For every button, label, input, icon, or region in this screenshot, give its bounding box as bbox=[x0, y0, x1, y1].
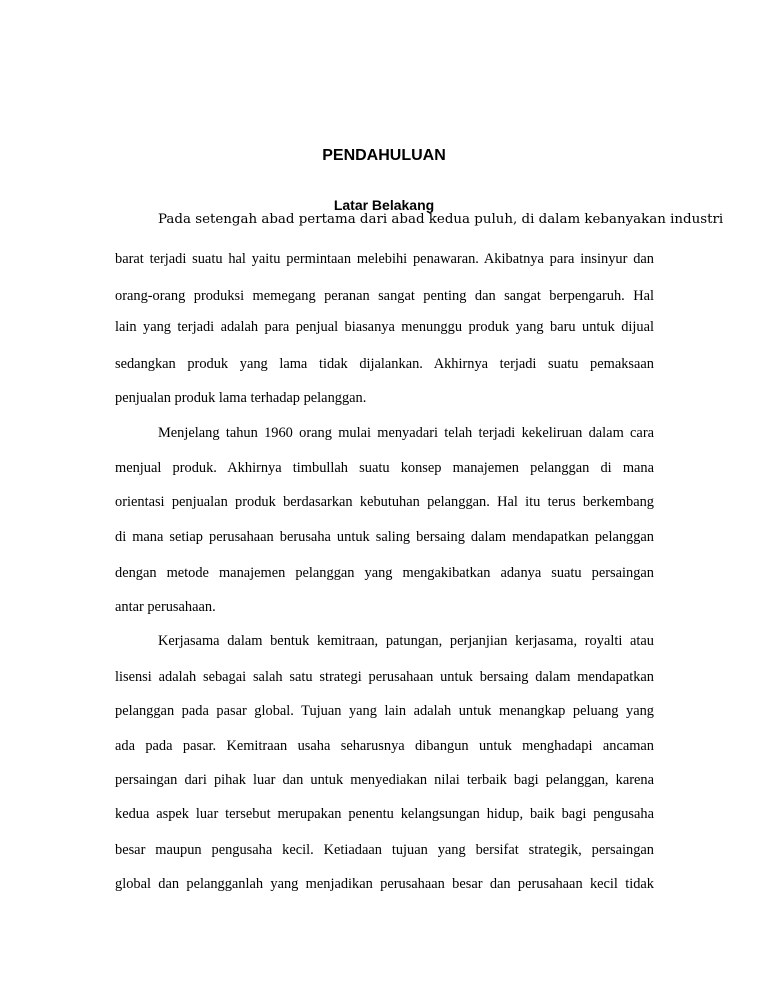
paragraph-3-line-3: pelanggan pada pasar global. Tujuan yang lain adalah untuk menangkap peluang yang bbox=[115, 703, 654, 719]
paragraph-2-line-4: di mana setiap perusahaan berusaha untuk saling bersaing dalam mendapatkan pelanggan bbox=[115, 529, 654, 545]
paragraph-3-line-1: Kerjasama dalam bentuk kemitraan, patungan, perjanjian kerjasama, royalti atau bbox=[158, 633, 654, 649]
paragraph-1-line-1: Pada setengah abad pertama dari abad kedua puluh, di dalam kebanyakan industri bbox=[158, 212, 724, 227]
paragraph-3-line-4: ada pada pasar. Kemitraan usaha seharusnya dibangun untuk menghadapi ancaman bbox=[115, 738, 654, 754]
paragraph-3-line-5: persaingan dari pihak luar dan untuk menyediakan nilai terbaik bagi pelanggan, karena bbox=[115, 772, 654, 788]
paragraph-1-line-6: penjualan produk lama terhadap pelanggan. bbox=[115, 390, 367, 406]
paragraph-2-line-5: dengan metode manajemen pelanggan yang mengakibatkan adanya suatu persaingan bbox=[115, 565, 654, 581]
paragraph-3-line-6: kedua aspek luar tersebut merupakan penentu kelangsungan hidup, baik bagi pengusaha bbox=[115, 806, 654, 822]
paragraph-2-line-1: Menjelang tahun 1960 orang mulai menyadari telah terjadi kekeliruan dalam cara bbox=[158, 425, 654, 441]
section-heading: Latar Belakang bbox=[333, 197, 435, 213]
paragraph-1-line-4: lain yang terjadi adalah para penjual biasanya menunggu produk yang baru untuk dijual bbox=[115, 319, 654, 335]
paragraph-1-line-5: sedangkan produk yang lama tidak dijalankan. Akhirnya terjadi suatu pemaksaan bbox=[115, 356, 654, 372]
document-title: PENDAHULUAN bbox=[322, 147, 446, 164]
paragraph-3-line-7: besar maupun pengusaha kecil. Ketiadaan tujuan yang bersifat strategik, persaingan bbox=[115, 842, 654, 858]
paragraph-2-line-6: antar perusahaan. bbox=[115, 599, 216, 615]
paragraph-1-line-3: orang-orang produksi memegang peranan sangat penting dan sangat berpengaruh. Hal bbox=[115, 288, 654, 304]
paragraph-3-line-8: global dan pelangganlah yang menjadikan perusahaan besar dan perusahaan kecil tidak bbox=[115, 876, 654, 892]
paragraph-2-line-3: orientasi penjualan produk berdasarkan kebutuhan pelanggan. Hal itu terus berkembang bbox=[115, 494, 654, 510]
paragraph-2-line-2: menjual produk. Akhirnya timbullah suatu konsep manajemen pelanggan di mana bbox=[115, 460, 654, 476]
paragraph-1-line-2: barat terjadi suatu hal yaitu permintaan melebihi penawaran. Akibatnya para insinyur dan bbox=[115, 251, 654, 267]
paragraph-3-line-2: lisensi adalah sebagai salah satu strategi perusahaan untuk bersaing dalam mendapatkan bbox=[115, 669, 654, 685]
